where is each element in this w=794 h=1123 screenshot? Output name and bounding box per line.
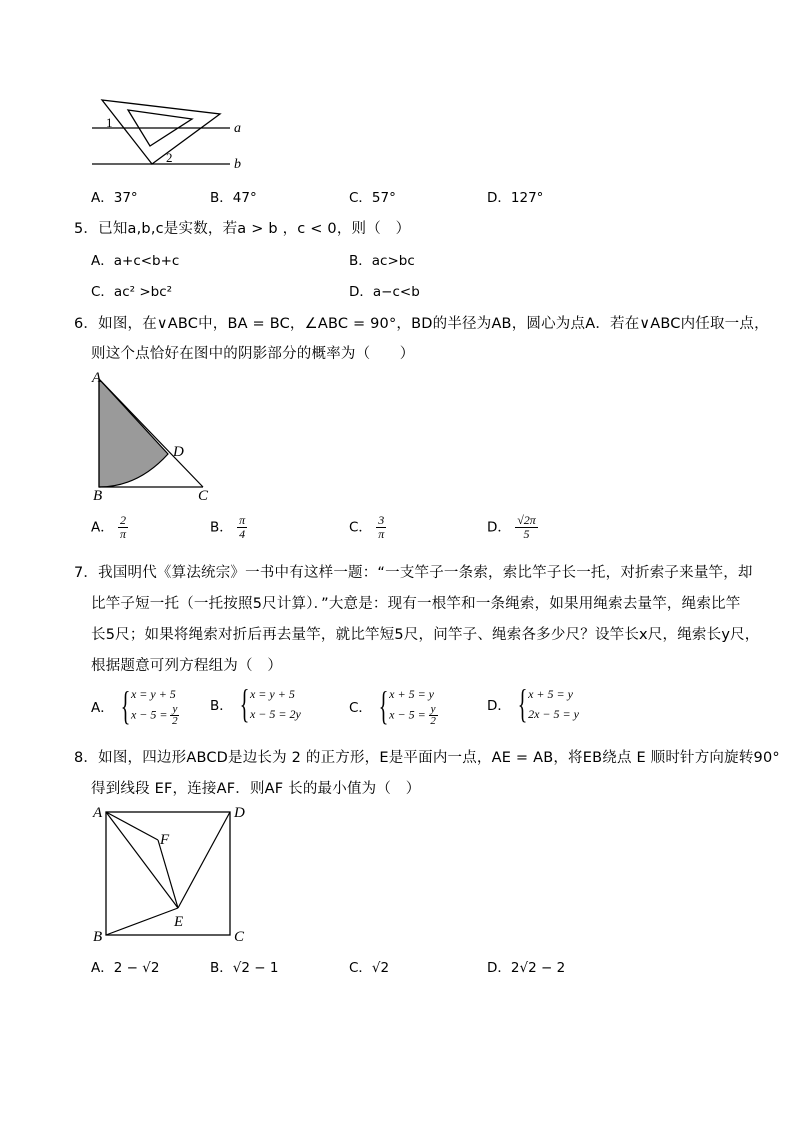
q7-option-b-brace: { — [239, 681, 250, 726]
q7-option-a[interactable] — [91, 684, 179, 727]
q6-option-c-fraction: $\frac{3}{\pi}$ — [378, 513, 385, 541]
q6-figure — [88, 368, 218, 503]
q7-option-c-eq2: x − 5 = $\frac{y}{2}$ — [389, 703, 436, 727]
q7-stem-line3: 长5尺；如果将绳索对折后再去量竿，就比竿短5尺，问竿子、绳索各多少尺？设竿长x尺，绳索长y尺， — [91, 627, 760, 643]
q8-point-d: D — [234, 805, 245, 821]
q7-option-b[interactable] — [210, 681, 301, 726]
q4-angle-2-label: 2 — [166, 150, 173, 165]
q5-option-a[interactable]: A．a+c<b+c — [91, 253, 180, 269]
q7-option-b-label: B． — [210, 698, 233, 714]
q7-option-c[interactable] — [349, 684, 438, 727]
q4-line-b-label: b — [234, 157, 241, 172]
q5-stem: 5．已知a,b,c是实数，若a > b ，c < 0，则（ ） — [74, 221, 411, 237]
q6-option-c[interactable] — [349, 514, 386, 541]
q6-stem-line1: 6．如图，在∨ABC中，BA = BC，∠ABC = 90°，BD的半径为AB，圆心为点A．若在∨ABC内任取一点， — [74, 316, 769, 332]
q8-stem-line1: 8．如图，四边形ABCD是边长为 2 的正方形，E是平面内一点，AE = AB，将EB绕点 E 顺时针方向旋转90° — [74, 750, 780, 766]
q8-option-d[interactable]: D．2√2 − 2 — [487, 960, 566, 976]
q7-option-c-brace: { — [378, 682, 389, 728]
q7-stem-line2: 比竿子短一托（一托按照5尺计算）．”大意是：现有一根竿和一条绳索，如果用绳索去量竿，绳索比竿 — [91, 596, 741, 612]
q7-stem-line1: 7．我国明代《算法统宗》一书中有这样一题：“一支竿子一条索，索比竿子长一托，对折索子来量竿，却 — [74, 565, 753, 581]
q7-option-d[interactable] — [487, 681, 579, 726]
q7-option-a-eq2: x − 5 = $\frac{y}{2}$ — [130, 703, 178, 727]
q7-option-a-brace: { — [120, 682, 131, 728]
q6-option-d[interactable] — [487, 514, 538, 541]
q7-stem-line4: 根据题意可列方程组为（ ） — [91, 658, 283, 674]
q8-point-c: C — [234, 929, 245, 945]
q6-option-a-fraction: $\frac{2}{\pi}$ — [120, 513, 127, 541]
q8-point-a: A — [93, 805, 103, 821]
q8-point-e: E — [174, 914, 184, 930]
q5-option-b[interactable]: B．ac>bc — [349, 253, 415, 269]
q8-point-f: F — [160, 832, 170, 848]
q7-option-d-brace: { — [517, 681, 528, 726]
q7-option-c-label: C． — [349, 699, 372, 716]
q8-stem-line2: 得到线段 EF，连接AF．则AF 长的最小值为（ ） — [91, 781, 421, 797]
q4-option-d[interactable]: D．127° — [487, 190, 544, 206]
q6-option-d-fraction: $\frac{√2\pi}{5}$ — [517, 513, 536, 541]
q4-option-b[interactable]: B．47° — [210, 190, 257, 206]
q6-option-a-label: A． — [91, 519, 114, 536]
q8-point-b: B — [93, 929, 103, 945]
q8-option-a[interactable]: A．2 − √2 — [91, 960, 160, 976]
q7-option-a-eq1: x = y + 5 — [130, 687, 176, 701]
q6-option-c-label: C． — [349, 519, 372, 536]
q4-angle-1-label: 1 — [106, 115, 113, 130]
q4-line-a-label: a — [234, 121, 241, 136]
q7-option-a-label: A． — [91, 699, 114, 716]
q6-option-b[interactable] — [210, 514, 247, 541]
q6-option-b-fraction: $\frac{\pi}{4}$ — [239, 513, 246, 541]
q5-option-c[interactable]: C．ac² >bc² — [91, 284, 173, 300]
q6-stem-line2: 则这个点恰好在图中的阴影部分的概率为（ ） — [91, 346, 415, 362]
q6-point-b: B — [93, 488, 103, 503]
q4-figure — [88, 94, 258, 174]
q6-option-a[interactable] — [91, 514, 128, 541]
q4-option-a[interactable]: A．37° — [91, 190, 138, 206]
q6-point-c: C — [198, 488, 209, 503]
q7-option-d-eq2: 2x − 5 = y — [528, 707, 579, 721]
q5-option-d[interactable]: D．a−c<b — [349, 284, 420, 300]
q6-option-b-label: B． — [210, 519, 233, 536]
q7-option-b-eq1: x = y + 5 — [249, 687, 295, 701]
q6-option-d-label: D． — [487, 519, 511, 536]
q7-option-c-eq1: x + 5 = y — [389, 687, 434, 701]
q8-option-c[interactable]: C．√2 — [349, 960, 390, 976]
q7-option-d-eq1: x + 5 = y — [528, 687, 573, 701]
q8-option-b[interactable]: B．√2 − 1 — [210, 960, 279, 976]
q8-figure — [88, 800, 258, 950]
q7-option-d-label: D． — [487, 698, 511, 714]
q6-point-a: A — [92, 370, 102, 386]
q4-option-c[interactable]: C．57° — [349, 190, 396, 206]
q7-option-b-eq2: x − 5 = 2y — [249, 707, 301, 721]
q6-point-d: D — [173, 444, 184, 460]
